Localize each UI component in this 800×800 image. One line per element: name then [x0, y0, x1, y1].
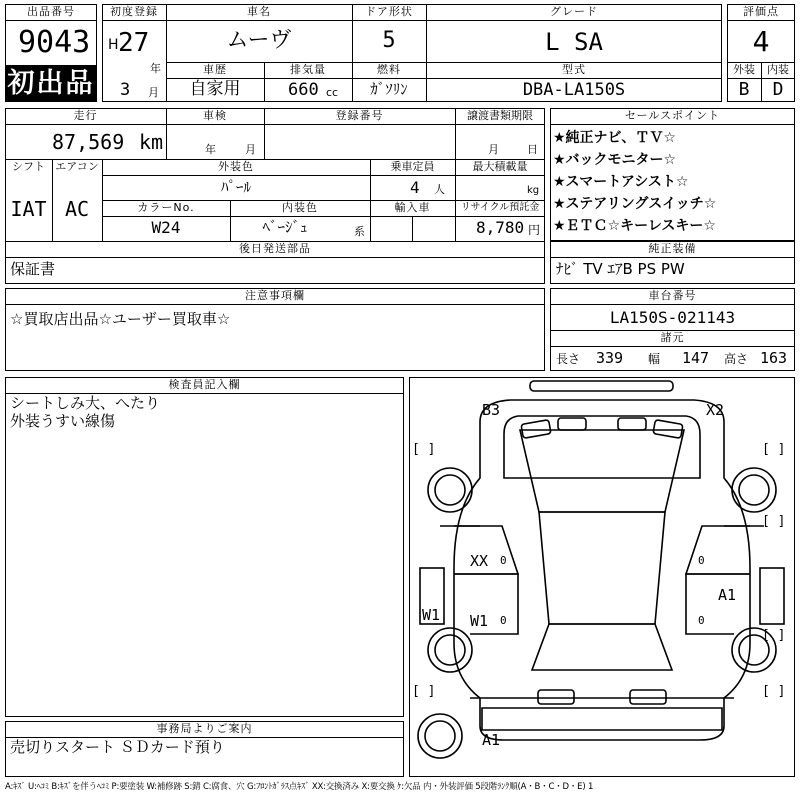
notes-label: 注意事項欄 — [245, 289, 305, 302]
width: 147 — [682, 349, 710, 367]
height-label: 高さ — [724, 352, 749, 366]
first-listing-text: 初出品 — [7, 68, 95, 99]
displacement: 660 — [288, 80, 319, 100]
recycle-label: リサイクル預託金 — [460, 202, 540, 213]
inspector-label: 検査員記入欄 — [168, 378, 241, 391]
right-side-panel — [760, 568, 784, 624]
recycle: 8,780 — [476, 218, 525, 237]
first-reg-year: 27 — [118, 28, 150, 58]
hood-shape — [504, 416, 700, 478]
grade-label: グレード — [550, 5, 598, 18]
bracket-6: [ ] — [762, 684, 786, 699]
fuel: ｶﾞｿﾘﾝ — [370, 80, 408, 98]
first-reg-label: 初度登録 — [110, 5, 158, 18]
load-label: 最大積載量 — [472, 160, 528, 173]
sales-point-2: ★バックモニター☆ — [553, 152, 677, 168]
chassis-number: LA150S-021143 — [609, 308, 736, 327]
windshield-shape — [520, 430, 684, 512]
damage-a1-bottom: A1 — [482, 731, 501, 749]
int-color-suffix: 系 — [354, 225, 365, 238]
capacity-label: 乗車定員 — [390, 160, 435, 173]
office-label: 事務局よりご案内 — [156, 722, 253, 735]
front-bumper-shape — [530, 381, 673, 391]
load-unit: kg — [527, 185, 540, 196]
capacity: 4 — [410, 178, 420, 197]
ext-color: ﾊﾟｰﾙ — [220, 178, 251, 196]
inspection-label: 車検 — [203, 109, 227, 122]
later-parts: 保証書 — [10, 260, 56, 278]
doors: 5 — [382, 28, 396, 53]
inspector-line-1: シートしみ大、へたり — [10, 394, 161, 412]
shift: IAT — [10, 197, 47, 221]
mileage-label: 走行 — [73, 109, 98, 122]
damage-b3: B3 — [482, 401, 501, 419]
history-label: 車歴 — [203, 63, 227, 76]
equipment-label: 純正装備 — [648, 242, 697, 255]
fuel-label: 燃料 — [377, 63, 401, 76]
damage-w1-inner: W1 — [470, 612, 489, 630]
later-parts-label: 後日発送部品 — [239, 242, 311, 255]
height: 163 — [760, 349, 788, 367]
interior-label: 内装 — [767, 63, 789, 76]
rear-right-door — [686, 574, 750, 634]
inspection-month-unit: 月 — [245, 143, 256, 156]
office-note: 売切りスタート ＳＤカード預り — [10, 738, 225, 756]
doors-label: ドア形状 — [365, 5, 413, 18]
int-color: ﾍﾞｰｼﾞｭ — [262, 218, 308, 236]
roof-shape — [539, 512, 665, 624]
bracket-4: [ ] — [762, 628, 786, 643]
sales-point-1: ★純正ナビ、ＴＶ☆ — [553, 130, 676, 146]
capacity-unit: 人 — [434, 183, 445, 196]
exterior-label: 外装 — [733, 63, 755, 76]
chassis-label: 車台番号 — [648, 289, 697, 302]
score-label: 評価点 — [743, 5, 779, 18]
damage-x2: X2 — [706, 401, 725, 419]
length-label: 長さ — [556, 352, 581, 366]
displacement-label: 排気量 — [290, 63, 326, 76]
sales-point-5: ★ＥＴＣ☆キーレスキー☆ — [553, 218, 716, 234]
aircon-label: エアコン — [55, 160, 99, 173]
exterior-grade: B — [738, 79, 750, 100]
car-body-outline — [454, 400, 750, 740]
grade: L SA — [545, 28, 603, 56]
first-reg-month: 3 — [120, 80, 131, 100]
displacement-unit: cc — [326, 86, 339, 99]
inspection-year-unit: 年 — [205, 143, 216, 156]
car-name: ムーヴ — [226, 28, 292, 53]
length: 339 — [596, 349, 624, 367]
car-name-label: 車名 — [247, 5, 271, 18]
front-right-door — [686, 526, 750, 574]
bracket-2: [ ] — [762, 442, 786, 457]
equipment: ﾅﾋﾞ TV ｴｱB PS PW — [556, 260, 685, 278]
inspector-line-2: 外装うすい線傷 — [10, 412, 116, 430]
score: 4 — [752, 25, 770, 58]
car-diagram-svg — [410, 378, 794, 776]
color-no: W24 — [151, 218, 181, 237]
damage-a1-right: A1 — [718, 586, 737, 604]
first-listing-badge — [5, 66, 97, 102]
model-label: 型式 — [562, 63, 586, 76]
recycle-unit: 円 — [528, 223, 541, 237]
lot-number: 9043 — [18, 25, 91, 60]
sales-points-label: セールスポイント — [624, 109, 720, 122]
transfer-day-unit: 日 — [527, 143, 538, 156]
month-unit: 月 — [148, 86, 159, 99]
mileage-unit: km — [139, 130, 164, 154]
sales-point-4: ★ステアリングスイッチ☆ — [553, 196, 717, 212]
bracket-3: [ ] — [762, 514, 786, 529]
int-color-label: 内装色 — [282, 201, 318, 214]
ext-color-label: 外装色 — [218, 160, 254, 173]
model: DBA-LA150S — [522, 80, 626, 100]
registration-label: 登録番号 — [335, 109, 384, 122]
shift-label: シフト — [12, 160, 45, 173]
damage-xx: XX — [470, 552, 489, 570]
zero-mark-c: 0 — [698, 554, 705, 567]
sales-point-3: ★スマートアシスト☆ — [553, 174, 689, 190]
color-no-label: カラーNo. — [137, 201, 195, 214]
mileage: 87,569 — [52, 130, 125, 154]
rear-bumper-shape — [482, 708, 722, 730]
bracket-5: [ ] — [412, 684, 436, 699]
zero-mark-b: 0 — [500, 614, 507, 627]
zero-mark-a: 0 — [500, 554, 507, 567]
width-label: 幅 — [648, 352, 661, 366]
zero-mark-d: 0 — [698, 614, 705, 627]
era: H — [108, 37, 119, 53]
import-label: 輸入車 — [394, 201, 431, 214]
specs-label: 諸元 — [660, 331, 685, 344]
legend: A:ｷｽﾞ U:ﾍｺﾐ B:ｷｽﾞを伴うﾍｺﾐ P:要塗装 W:補修跡 S:錆 C:腐食、穴 G:ﾌﾛﾝﾄｶﾞﾗｽ点ｷｽﾞ XX:交換済み X:要交換 ｹ:欠品 内・外装評価 5段階ﾗﾝｸ順(A・B・C・D・E) 1 — [5, 782, 594, 792]
rear-window-shape — [532, 624, 672, 670]
aircon: AC — [64, 197, 90, 221]
interior-grade: D — [772, 79, 784, 100]
transfer-label: 譲渡書類期限 — [467, 109, 533, 122]
year-unit: 年 — [150, 62, 161, 75]
notes: ☆買取店出品☆ユーザー買取車☆ — [10, 310, 231, 328]
car-diagram — [409, 377, 795, 777]
history: 自家用 — [189, 79, 241, 99]
bracket-1: [ ] — [412, 442, 436, 457]
lot-number-label: 出品番号 — [27, 5, 75, 18]
damage-w1-left: W1 — [422, 606, 441, 624]
transfer-month-unit: 月 — [488, 143, 499, 156]
